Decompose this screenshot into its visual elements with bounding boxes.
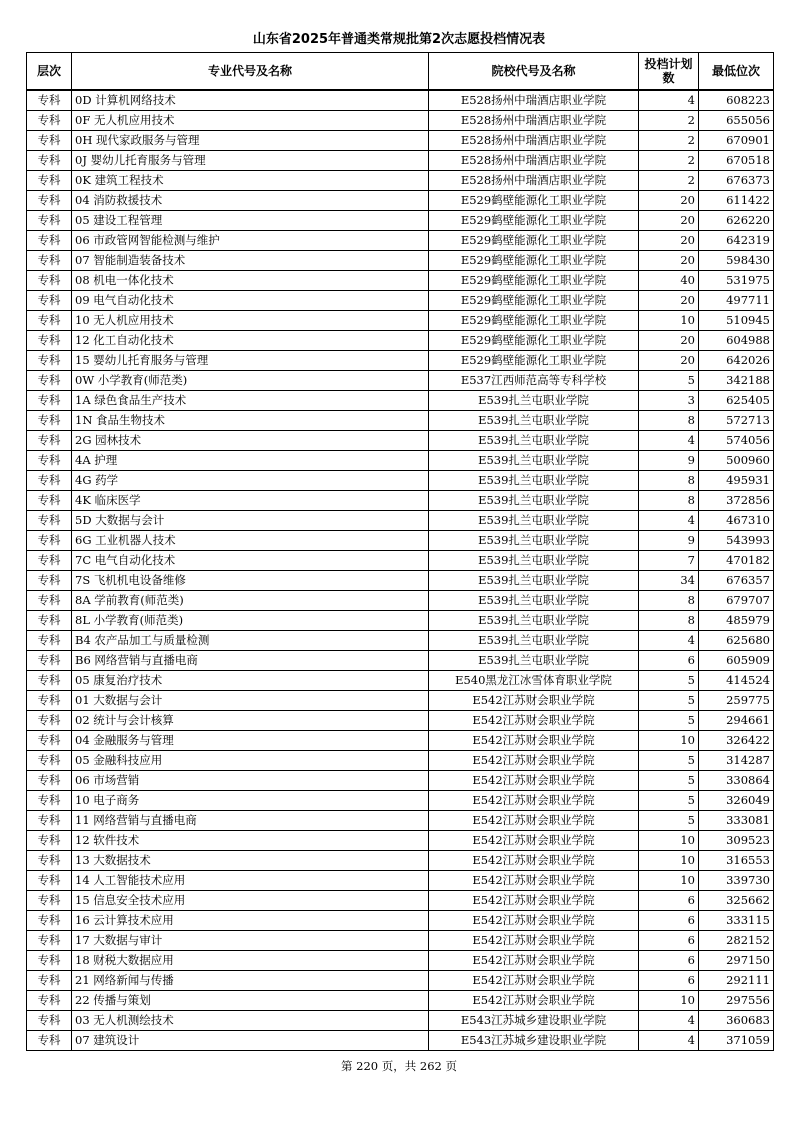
cell-min-rank: 259775 — [699, 691, 774, 711]
cell-major: 05 康复治疗技术 — [72, 671, 429, 691]
cell-major: 09 电气自动化技术 — [72, 291, 429, 311]
cell-school: E542江苏财会职业学院 — [429, 971, 639, 991]
cell-school: E528扬州中瑞酒店职业学院 — [429, 151, 639, 171]
table-row — [27, 911, 774, 931]
cell-school: E539扎兰屯职业学院 — [429, 611, 639, 631]
cell-school: E528扬州中瑞酒店职业学院 — [429, 171, 639, 191]
cell-plan-count: 4 — [639, 511, 699, 531]
table-row — [27, 391, 774, 411]
cell-school: E529鹤壁能源化工职业学院 — [429, 271, 639, 291]
table-row — [27, 111, 774, 131]
cell-min-rank: 495931 — [699, 471, 774, 491]
cell-min-rank: 342188 — [699, 371, 774, 391]
cell-plan-count: 40 — [639, 271, 699, 291]
header-school: 院校代号及名称 — [429, 53, 639, 91]
table-row — [27, 131, 774, 151]
cell-major: 14 人工智能技术应用 — [72, 871, 429, 891]
page-footer: 第 220 页，共 262 页 — [340, 1059, 458, 1073]
table-header-row — [27, 53, 774, 91]
cell-major: 06 市政管网智能检测与维护 — [72, 231, 429, 251]
cell-school: E543江苏城乡建设职业学院 — [429, 1011, 639, 1031]
cell-level: 专科 — [27, 391, 72, 411]
cell-min-rank: 485979 — [699, 611, 774, 631]
cell-plan-count: 4 — [639, 1031, 699, 1051]
cell-level: 专科 — [27, 551, 72, 571]
cell-level: 专科 — [27, 971, 72, 991]
cell-level: 专科 — [27, 611, 72, 631]
cell-level: 专科 — [27, 791, 72, 811]
cell-min-rank: 605909 — [699, 651, 774, 671]
cell-level: 专科 — [27, 311, 72, 331]
cell-school: E539扎兰屯职业学院 — [429, 591, 639, 611]
cell-level: 专科 — [27, 571, 72, 591]
table-row — [27, 671, 774, 691]
cell-major: 13 大数据技术 — [72, 851, 429, 871]
cell-plan-count: 2 — [639, 171, 699, 191]
cell-level: 专科 — [27, 131, 72, 151]
cell-major: 04 消防救援技术 — [72, 191, 429, 211]
table-row — [27, 931, 774, 951]
cell-major: 07 智能制造装备技术 — [72, 251, 429, 271]
table-row — [27, 731, 774, 751]
cell-plan-count: 8 — [639, 591, 699, 611]
cell-school: E539扎兰屯职业学院 — [429, 651, 639, 671]
cell-plan-count: 3 — [639, 391, 699, 411]
cell-school: E539扎兰屯职业学院 — [429, 391, 639, 411]
cell-plan-count: 5 — [639, 791, 699, 811]
cell-min-rank: 510945 — [699, 311, 774, 331]
cell-level: 专科 — [27, 871, 72, 891]
table-row — [27, 411, 774, 431]
cell-plan-count: 20 — [639, 231, 699, 251]
cell-plan-count: 10 — [639, 871, 699, 891]
cell-major: 6G 工业机器人技术 — [72, 531, 429, 551]
header-major: 专业代号及名称 — [72, 53, 429, 91]
cell-level: 专科 — [27, 951, 72, 971]
cell-level: 专科 — [27, 411, 72, 431]
cell-min-rank: 497711 — [699, 291, 774, 311]
cell-plan-count: 5 — [639, 711, 699, 731]
table-row — [27, 431, 774, 451]
cell-level: 专科 — [27, 251, 72, 271]
cell-min-rank: 670518 — [699, 151, 774, 171]
header-level: 层次 — [27, 53, 72, 91]
cell-plan-count: 20 — [639, 351, 699, 371]
cell-major: 2G 园林技术 — [72, 431, 429, 451]
cell-level: 专科 — [27, 191, 72, 211]
cell-school: E542江苏财会职业学院 — [429, 951, 639, 971]
table-row — [27, 791, 774, 811]
cell-major: 0K 建筑工程技术 — [72, 171, 429, 191]
cell-min-rank: 611422 — [699, 191, 774, 211]
cell-major: 1A 绿色食品生产技术 — [72, 391, 429, 411]
cell-plan-count: 2 — [639, 131, 699, 151]
cell-level: 专科 — [27, 911, 72, 931]
cell-school: E539扎兰屯职业学院 — [429, 511, 639, 531]
cell-plan-count: 5 — [639, 671, 699, 691]
cell-plan-count: 20 — [639, 251, 699, 271]
cell-level: 专科 — [27, 691, 72, 711]
cell-plan-count: 5 — [639, 811, 699, 831]
cell-major: 11 网络营销与直播电商 — [72, 811, 429, 831]
cell-major: 08 机电一体化技术 — [72, 271, 429, 291]
cell-min-rank: 608223 — [699, 90, 774, 111]
cell-school: E539扎兰屯职业学院 — [429, 531, 639, 551]
cell-school: E529鹤壁能源化工职业学院 — [429, 291, 639, 311]
cell-plan-count: 6 — [639, 651, 699, 671]
cell-plan-count: 4 — [639, 631, 699, 651]
table-row — [27, 771, 774, 791]
cell-min-rank: 598430 — [699, 251, 774, 271]
cell-level: 专科 — [27, 90, 72, 111]
cell-min-rank: 642319 — [699, 231, 774, 251]
cell-level: 专科 — [27, 851, 72, 871]
cell-plan-count: 6 — [639, 951, 699, 971]
cell-plan-count: 6 — [639, 891, 699, 911]
cell-major: 07 建筑设计 — [72, 1031, 429, 1051]
cell-min-rank: 531975 — [699, 271, 774, 291]
table-body — [27, 90, 774, 1051]
cell-level: 专科 — [27, 651, 72, 671]
cell-school: E537江西师范高等专科学校 — [429, 371, 639, 391]
table-row — [27, 90, 774, 111]
cell-major: 4G 药学 — [72, 471, 429, 491]
cell-min-rank: 316553 — [699, 851, 774, 871]
cell-min-rank: 326049 — [699, 791, 774, 811]
cell-plan-count: 4 — [639, 431, 699, 451]
cell-min-rank: 292111 — [699, 971, 774, 991]
cell-major: 4K 临床医学 — [72, 491, 429, 511]
cell-plan-count: 10 — [639, 831, 699, 851]
cell-min-rank: 574056 — [699, 431, 774, 451]
cell-min-rank: 470182 — [699, 551, 774, 571]
cell-plan-count: 20 — [639, 191, 699, 211]
cell-level: 专科 — [27, 331, 72, 351]
table-row — [27, 1011, 774, 1031]
table-row — [27, 531, 774, 551]
cell-level: 专科 — [27, 1031, 72, 1051]
cell-school: E540黑龙江冰雪体育职业学院 — [429, 671, 639, 691]
table-row — [27, 631, 774, 651]
cell-level: 专科 — [27, 751, 72, 771]
cell-major: 7C 电气自动化技术 — [72, 551, 429, 571]
table-row — [27, 691, 774, 711]
table-row — [27, 331, 774, 351]
cell-school: E542江苏财会职业学院 — [429, 891, 639, 911]
table-row — [27, 751, 774, 771]
cell-min-rank: 543993 — [699, 531, 774, 551]
cell-level: 专科 — [27, 471, 72, 491]
cell-school: E542江苏财会职业学院 — [429, 831, 639, 851]
cell-level: 专科 — [27, 631, 72, 651]
cell-plan-count: 20 — [639, 291, 699, 311]
cell-major: 8L 小学教育(师范类) — [72, 611, 429, 631]
admission-table — [26, 52, 774, 1051]
cell-major: B4 农产品加工与质量检测 — [72, 631, 429, 651]
cell-school: E539扎兰屯职业学院 — [429, 471, 639, 491]
cell-plan-count: 4 — [639, 90, 699, 111]
table-row — [27, 811, 774, 831]
cell-major: 15 婴幼儿托育服务与管理 — [72, 351, 429, 371]
cell-major: 17 大数据与审计 — [72, 931, 429, 951]
table-row — [27, 271, 774, 291]
cell-plan-count: 5 — [639, 751, 699, 771]
cell-min-rank: 297150 — [699, 951, 774, 971]
cell-school: E542江苏财会职业学院 — [429, 711, 639, 731]
table-row — [27, 991, 774, 1011]
cell-school: E542江苏财会职业学院 — [429, 931, 639, 951]
cell-school: E539扎兰屯职业学院 — [429, 571, 639, 591]
cell-min-rank: 333081 — [699, 811, 774, 831]
cell-major: 8A 学前教育(师范类) — [72, 591, 429, 611]
cell-school: E529鹤壁能源化工职业学院 — [429, 251, 639, 271]
table-row — [27, 1031, 774, 1051]
cell-level: 专科 — [27, 231, 72, 251]
cell-min-rank: 655056 — [699, 111, 774, 131]
cell-min-rank: 642026 — [699, 351, 774, 371]
cell-major: 12 化工自动化技术 — [72, 331, 429, 351]
cell-major: 0W 小学教育(师范类) — [72, 371, 429, 391]
cell-major: 06 市场营销 — [72, 771, 429, 791]
cell-plan-count: 6 — [639, 911, 699, 931]
cell-level: 专科 — [27, 351, 72, 371]
table-row — [27, 891, 774, 911]
cell-level: 专科 — [27, 831, 72, 851]
cell-school: E542江苏财会职业学院 — [429, 871, 639, 891]
table-row — [27, 971, 774, 991]
cell-school: E528扬州中瑞酒店职业学院 — [429, 111, 639, 131]
cell-major: 10 无人机应用技术 — [72, 311, 429, 331]
cell-major: 12 软件技术 — [72, 831, 429, 851]
cell-major: 05 建设工程管理 — [72, 211, 429, 231]
table-row — [27, 151, 774, 171]
table-row — [27, 231, 774, 251]
table-row — [27, 251, 774, 271]
header-min-rank: 最低位次 — [699, 53, 774, 91]
cell-min-rank: 309523 — [699, 831, 774, 851]
cell-min-rank: 372856 — [699, 491, 774, 511]
table-row — [27, 851, 774, 871]
cell-school: E539扎兰屯职业学院 — [429, 551, 639, 571]
cell-level: 专科 — [27, 491, 72, 511]
cell-level: 专科 — [27, 731, 72, 751]
cell-level: 专科 — [27, 511, 72, 531]
cell-school: E542江苏财会职业学院 — [429, 691, 639, 711]
table-row — [27, 711, 774, 731]
header-plan-count: 投档计划数 — [639, 53, 699, 91]
cell-min-rank: 500960 — [699, 451, 774, 471]
cell-major: B6 网络营销与直播电商 — [72, 651, 429, 671]
cell-major: 0J 婴幼儿托育服务与管理 — [72, 151, 429, 171]
cell-plan-count: 7 — [639, 551, 699, 571]
cell-level: 专科 — [27, 1011, 72, 1031]
cell-min-rank: 625405 — [699, 391, 774, 411]
cell-major: 16 云计算技术应用 — [72, 911, 429, 931]
cell-level: 专科 — [27, 151, 72, 171]
cell-min-rank: 360683 — [699, 1011, 774, 1031]
cell-min-rank: 282152 — [699, 931, 774, 951]
cell-plan-count: 4 — [639, 1011, 699, 1031]
cell-major: 0F 无人机应用技术 — [72, 111, 429, 131]
cell-school: E528扬州中瑞酒店职业学院 — [429, 90, 639, 111]
cell-level: 专科 — [27, 451, 72, 471]
cell-level: 专科 — [27, 171, 72, 191]
cell-major: 03 无人机测绘技术 — [72, 1011, 429, 1031]
cell-school: E529鹤壁能源化工职业学院 — [429, 191, 639, 211]
cell-plan-count: 34 — [639, 571, 699, 591]
cell-school: E528扬州中瑞酒店职业学院 — [429, 131, 639, 151]
cell-min-rank: 572713 — [699, 411, 774, 431]
cell-min-rank: 625680 — [699, 631, 774, 651]
table-row — [27, 171, 774, 191]
cell-major: 4A 护理 — [72, 451, 429, 471]
cell-school: E539扎兰屯职业学院 — [429, 431, 639, 451]
cell-major: 5D 大数据与会计 — [72, 511, 429, 531]
cell-plan-count: 10 — [639, 991, 699, 1011]
cell-level: 专科 — [27, 111, 72, 131]
cell-major: 02 统计与会计核算 — [72, 711, 429, 731]
cell-min-rank: 670901 — [699, 131, 774, 151]
cell-plan-count: 20 — [639, 331, 699, 351]
cell-school: E542江苏财会职业学院 — [429, 771, 639, 791]
cell-min-rank: 676357 — [699, 571, 774, 591]
cell-level: 专科 — [27, 891, 72, 911]
cell-min-rank: 330864 — [699, 771, 774, 791]
page-title: 山东省2025年普通类常规批第2次志愿投档情况表 — [252, 32, 546, 47]
cell-school: E543江苏城乡建设职业学院 — [429, 1031, 639, 1051]
table-row — [27, 571, 774, 591]
cell-major: 18 财税大数据应用 — [72, 951, 429, 971]
cell-plan-count: 6 — [639, 971, 699, 991]
cell-level: 专科 — [27, 371, 72, 391]
cell-school: E542江苏财会职业学院 — [429, 911, 639, 931]
table-row — [27, 351, 774, 371]
cell-level: 专科 — [27, 771, 72, 791]
table-row — [27, 471, 774, 491]
cell-major: 21 网络新闻与传播 — [72, 971, 429, 991]
cell-major: 7S 飞机机电设备维修 — [72, 571, 429, 591]
cell-school: E529鹤壁能源化工职业学院 — [429, 351, 639, 371]
cell-level: 专科 — [27, 431, 72, 451]
table-row — [27, 651, 774, 671]
cell-major: 0D 计算机网络技术 — [72, 90, 429, 111]
cell-min-rank: 294661 — [699, 711, 774, 731]
cell-plan-count: 8 — [639, 471, 699, 491]
cell-plan-count: 2 — [639, 151, 699, 171]
cell-level: 专科 — [27, 271, 72, 291]
cell-school: E542江苏财会职业学院 — [429, 731, 639, 751]
table-row — [27, 551, 774, 571]
table-row — [27, 831, 774, 851]
cell-min-rank: 325662 — [699, 891, 774, 911]
cell-level: 专科 — [27, 591, 72, 611]
cell-level: 专科 — [27, 531, 72, 551]
cell-min-rank: 467310 — [699, 511, 774, 531]
cell-min-rank: 297556 — [699, 991, 774, 1011]
table-row — [27, 211, 774, 231]
cell-school: E529鹤壁能源化工职业学院 — [429, 211, 639, 231]
cell-plan-count: 10 — [639, 731, 699, 751]
cell-plan-count: 9 — [639, 531, 699, 551]
cell-school: E542江苏财会职业学院 — [429, 751, 639, 771]
cell-plan-count: 20 — [639, 211, 699, 231]
cell-min-rank: 604988 — [699, 331, 774, 351]
cell-plan-count: 9 — [639, 451, 699, 471]
cell-plan-count: 8 — [639, 491, 699, 511]
cell-level: 专科 — [27, 711, 72, 731]
cell-major: 10 电子商务 — [72, 791, 429, 811]
cell-min-rank: 314287 — [699, 751, 774, 771]
cell-min-rank: 333115 — [699, 911, 774, 931]
cell-school: E539扎兰屯职业学院 — [429, 411, 639, 431]
cell-min-rank: 679707 — [699, 591, 774, 611]
cell-major: 05 金融科技应用 — [72, 751, 429, 771]
cell-school: E529鹤壁能源化工职业学院 — [429, 331, 639, 351]
cell-school: E542江苏财会职业学院 — [429, 791, 639, 811]
cell-major: 04 金融服务与管理 — [72, 731, 429, 751]
table-row — [27, 311, 774, 331]
cell-min-rank: 414524 — [699, 671, 774, 691]
table-row — [27, 291, 774, 311]
cell-min-rank: 339730 — [699, 871, 774, 891]
cell-school: E539扎兰屯职业学院 — [429, 491, 639, 511]
table-row — [27, 511, 774, 531]
table-row — [27, 191, 774, 211]
cell-level: 专科 — [27, 291, 72, 311]
cell-plan-count: 8 — [639, 611, 699, 631]
cell-school: E539扎兰屯职业学院 — [429, 451, 639, 471]
table-row — [27, 871, 774, 891]
cell-plan-count: 8 — [639, 411, 699, 431]
cell-school: E529鹤壁能源化工职业学院 — [429, 311, 639, 331]
cell-major: 01 大数据与会计 — [72, 691, 429, 711]
cell-plan-count: 10 — [639, 311, 699, 331]
cell-plan-count: 10 — [639, 851, 699, 871]
cell-plan-count: 2 — [639, 111, 699, 131]
table-row — [27, 371, 774, 391]
cell-school: E542江苏财会职业学院 — [429, 991, 639, 1011]
table-row — [27, 451, 774, 471]
cell-plan-count: 5 — [639, 691, 699, 711]
cell-level: 专科 — [27, 811, 72, 831]
cell-school: E529鹤壁能源化工职业学院 — [429, 231, 639, 251]
table-row — [27, 611, 774, 631]
cell-major: 22 传播与策划 — [72, 991, 429, 1011]
cell-min-rank: 326422 — [699, 731, 774, 751]
cell-school: E539扎兰屯职业学院 — [429, 631, 639, 651]
cell-level: 专科 — [27, 671, 72, 691]
cell-major: 0H 现代家政服务与管理 — [72, 131, 429, 151]
cell-school: E542江苏财会职业学院 — [429, 811, 639, 831]
cell-min-rank: 676373 — [699, 171, 774, 191]
cell-plan-count: 5 — [639, 371, 699, 391]
table-row — [27, 951, 774, 971]
cell-plan-count: 5 — [639, 771, 699, 791]
cell-school: E542江苏财会职业学院 — [429, 851, 639, 871]
cell-level: 专科 — [27, 991, 72, 1011]
cell-level: 专科 — [27, 931, 72, 951]
cell-min-rank: 626220 — [699, 211, 774, 231]
table-row — [27, 491, 774, 511]
cell-major: 15 信息安全技术应用 — [72, 891, 429, 911]
table-row — [27, 591, 774, 611]
cell-major: 1N 食品生物技术 — [72, 411, 429, 431]
cell-min-rank: 371059 — [699, 1031, 774, 1051]
cell-level: 专科 — [27, 211, 72, 231]
cell-plan-count: 6 — [639, 931, 699, 951]
